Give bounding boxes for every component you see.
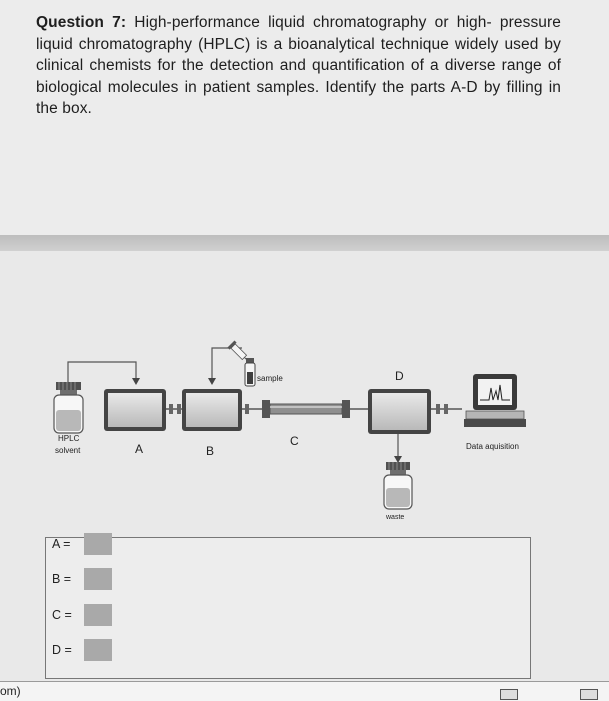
- answer-c-label: C =: [52, 608, 72, 622]
- answer-c-input[interactable]: [84, 604, 112, 626]
- answer-row-c: [52, 604, 112, 626]
- question-number: Question 7:: [36, 14, 127, 31]
- hplc-label: HPLC: [58, 434, 80, 443]
- part-b-injector: [182, 389, 242, 431]
- part-a-pump: [104, 389, 166, 431]
- answer-a-label: A =: [52, 537, 71, 551]
- tube-a-b: [166, 404, 184, 414]
- waste-line: [394, 434, 402, 463]
- answer-a-input[interactable]: [84, 533, 112, 555]
- solvent-label: solvent: [55, 446, 81, 455]
- part-c-column: [262, 400, 350, 418]
- waste-label: waste: [386, 514, 405, 521]
- answer-b-input[interactable]: [84, 568, 112, 590]
- footer-bar: [0, 681, 609, 701]
- footer-panel-icon[interactable]: [580, 689, 598, 700]
- part-d-label: D: [395, 369, 404, 383]
- answer-box: [45, 537, 531, 679]
- waste-bottle-icon: [384, 462, 412, 509]
- part-c-label: C: [290, 434, 299, 448]
- question-line-5: the parts A-D by filling in the box.: [36, 78, 561, 117]
- part-d-detector: [368, 389, 431, 434]
- question-line-1: High-performance liquid chromatography or high-: [134, 14, 492, 31]
- tube-b-c: [242, 404, 262, 414]
- footer-text: om): [0, 684, 21, 698]
- answer-row-b: [52, 568, 112, 590]
- question-line-4: of a diverse range of biological molecules in patient samples. Identify: [36, 57, 561, 96]
- question-line-3: widely used by clinical chemists for the detection and quantification: [36, 35, 561, 74]
- answer-b-label: B =: [52, 572, 72, 586]
- answer-row-a: [52, 533, 112, 555]
- solvent-feed-line: [68, 362, 140, 385]
- answer-d-label: D =: [52, 643, 72, 657]
- answer-d-input[interactable]: [84, 639, 112, 661]
- sample-vial-icon: [245, 358, 255, 386]
- part-a-label: A: [135, 442, 144, 456]
- question-line-2: pressure liquid chromatography (HPLC) is a bioanalytical technique: [36, 14, 561, 53]
- cable-d-computer: [431, 404, 462, 414]
- computer-icon: [464, 374, 526, 427]
- data-acquisition-label: Data aquisition: [466, 442, 519, 451]
- sample-label: sample: [257, 374, 283, 383]
- answer-row-d: [52, 639, 112, 661]
- part-b-label: B: [206, 444, 215, 458]
- footer-window-icon[interactable]: [500, 689, 518, 700]
- solvent-bottle-icon: [54, 382, 83, 433]
